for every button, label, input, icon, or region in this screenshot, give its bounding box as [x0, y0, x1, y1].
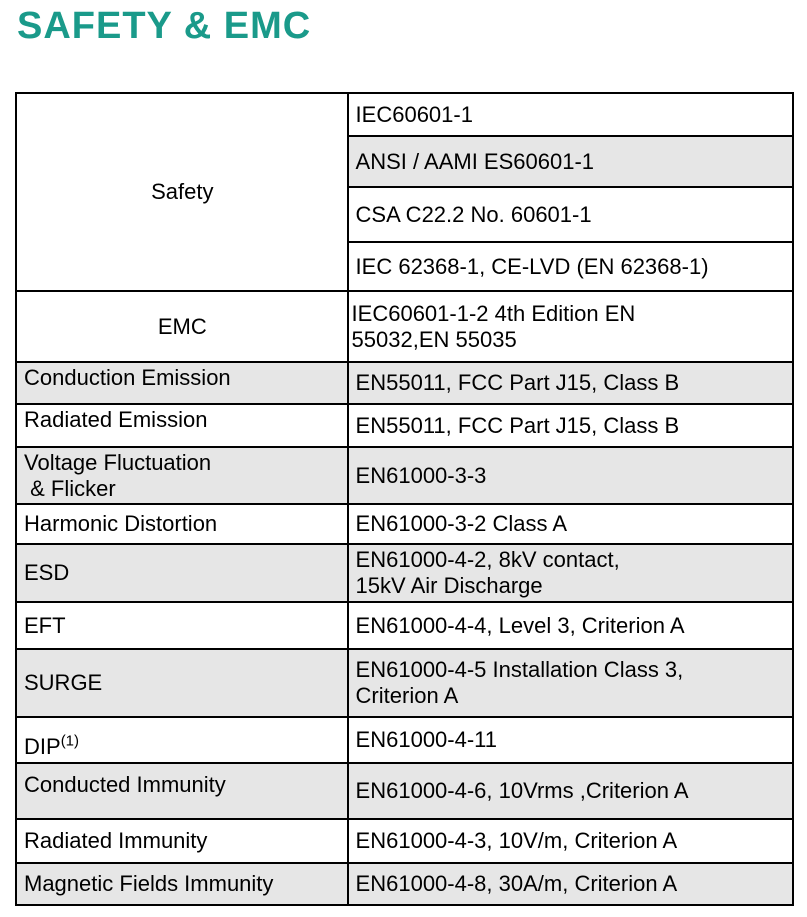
test-standard: EN61000-4-3, 10V/m, Criterion A [355, 828, 678, 853]
test-name-cell [16, 447, 348, 504]
test-name: Conduction Emission [24, 365, 231, 390]
safety-label-cell [16, 93, 348, 291]
test-name: & Flicker [24, 475, 116, 501]
safety-standard: IEC60601-1 [355, 101, 473, 127]
test-standard-cell [348, 649, 793, 717]
table-row [16, 362, 793, 404]
test-name: SURGE [24, 670, 103, 695]
test-standard-cell [348, 819, 793, 863]
test-standard: EN61000-4-5 Installation Class 3, [355, 657, 684, 682]
test-name: ESD [24, 560, 70, 585]
test-name-cell [16, 544, 348, 602]
test-name-cell [16, 863, 348, 905]
safety-standard: ANSI / AAMI ES60601-1 [355, 148, 595, 174]
footnote-marker: (1) [60, 732, 80, 750]
table-row [16, 649, 793, 717]
test-name-cell [16, 504, 348, 544]
test-standard: EN61000-4-8, 30A/m, Criterion A [355, 871, 678, 896]
test-standard: EN55011, FCC Part J15, Class B [355, 412, 680, 438]
table-row [16, 863, 793, 905]
safety-standard-cell [348, 93, 793, 136]
test-standard-cell [348, 504, 793, 544]
test-name-cell [16, 649, 348, 717]
test-standard: EN61000-3-3 [355, 462, 487, 488]
test-standard-cell [348, 404, 793, 447]
table-row [16, 504, 793, 544]
test-name: Harmonic Distortion [24, 511, 218, 536]
safety-standard: CSA C22.2 No. 60601-1 [355, 201, 592, 227]
table-row [16, 404, 793, 447]
test-name-cell [16, 362, 348, 404]
safety-standard-cell [348, 136, 793, 187]
test-standard: EN61000-4-4, Level 3, Criterion A [355, 612, 685, 638]
safety-label: Safety [151, 179, 214, 204]
test-name-cell [16, 404, 348, 447]
test-name-cell [16, 717, 348, 763]
test-name: Conducted Immunity [24, 772, 226, 797]
test-name: Radiated Emission [24, 407, 208, 432]
emc-value-cell [348, 291, 793, 362]
test-standard-cell [348, 602, 793, 649]
safety-standard: IEC 62368-1, CE-LVD (EN 62368-1) [355, 253, 709, 279]
test-name-cell [16, 819, 348, 863]
test-standard-cell [348, 362, 793, 404]
test-standard: EN61000-4-6, 10Vrms ,Criterion A [355, 778, 689, 803]
test-standard: EN61000-4-11 [355, 727, 498, 752]
test-standard: EN55011, FCC Part J15, Class B [355, 370, 680, 395]
table-row [16, 291, 793, 362]
table-row [16, 819, 793, 863]
safety-emc-table [15, 92, 794, 906]
test-name: Radiated Immunity [24, 828, 208, 853]
test-standard: EN61000-3-2 Class A [355, 511, 568, 536]
table-row [16, 447, 793, 504]
test-standard-cell [348, 863, 793, 905]
test-name-cell [16, 602, 348, 649]
table-row [16, 93, 793, 136]
test-name-cell [16, 763, 348, 819]
emc-value-line: IEC60601-1-2 4th Edition EN [351, 300, 636, 326]
test-standard-cell [348, 447, 793, 504]
test-name: EFT [24, 612, 66, 638]
table-row [16, 544, 793, 602]
page-title: SAFETY & EMC [17, 5, 312, 47]
emc-label: EMC [157, 313, 207, 339]
test-standard-cell [348, 763, 793, 819]
emc-value-line: 55032,EN 55035 [351, 326, 517, 352]
test-name: DIP [24, 734, 61, 759]
table-row [16, 602, 793, 649]
test-name: Magnetic Fields Immunity [24, 871, 274, 896]
test-name: Voltage Fluctuation [24, 449, 212, 475]
test-standard: 15kV Air Discharge [355, 573, 543, 598]
table-row [16, 763, 793, 819]
test-standard-cell [348, 544, 793, 602]
test-standard-cell [348, 717, 793, 763]
test-standard: EN61000-4-2, 8kV contact, [355, 547, 620, 572]
safety-standard-cell [348, 187, 793, 242]
table-row [16, 717, 793, 763]
emc-label-cell [16, 291, 348, 362]
test-standard: Criterion A [355, 683, 459, 708]
safety-standard-cell [348, 242, 793, 291]
